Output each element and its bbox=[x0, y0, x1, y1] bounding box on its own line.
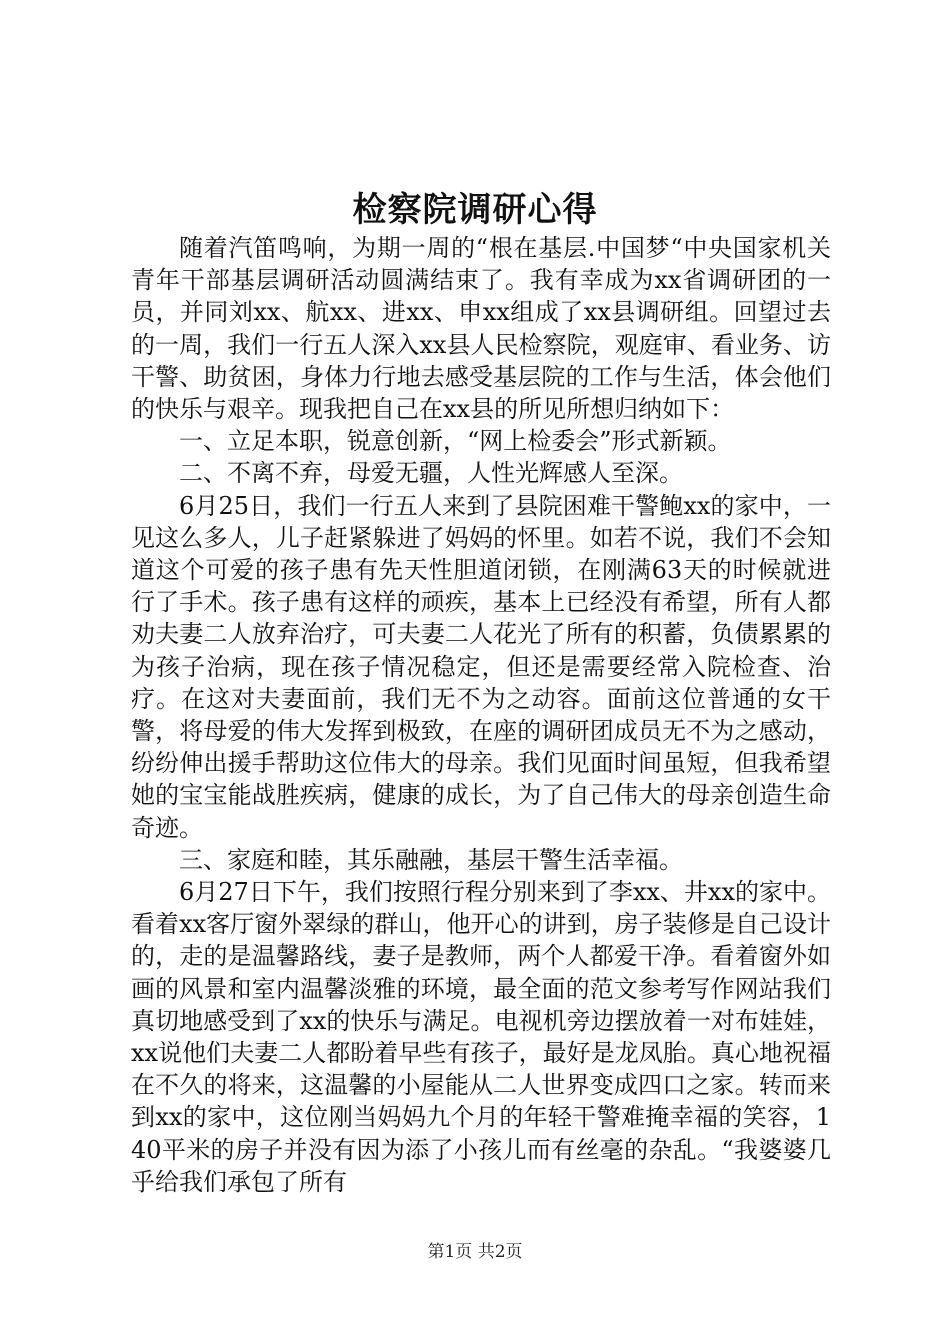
document-body bbox=[131, 232, 831, 1198]
paragraph-intro: 随着汽笛鸣响，为期一周的“根在基层.中国梦“中央国家机关青年干部基层调研活动圆满结束了。我有幸成为xx省调研团的一员，并同刘xx、航xx、进xx、申xx组成了xx县调研组。回望过去的一周，我们一行五人深入xx县人民检察院，观庭审、看业务、访干警、助贫困，身体力行地去感受基层院的工作与生活，体会他们的快乐与艰辛。现我把自己在xx县的所见所想归纳如下： bbox=[131, 234, 831, 424]
section-heading-1: 一、立足本职，锐意创新，“网上检委会”形式新颖。 bbox=[179, 427, 732, 456]
document-title: 检察院调研心得 bbox=[352, 190, 598, 230]
section-heading-3: 三、家庭和睦，其乐融融，基层干警生活幸福。 bbox=[179, 845, 683, 874]
paragraph-june-25: 6月25日，我们一行五人来到了县院困难干警鲍xx的家中，一见这么多人，儿子赶紧躲进了妈妈的怀里。如若不说，我们不会知道这个可爱的孩子患有先天性胆道闭锁，在刚满63天的时候就进行了手术。孩子患有这样的顽疾，基本上已经没有希望，所有人都劝夫妻二人放弃治疗，可夫妻二人花光了所有的积蓄，负债累累的为孩子治病，现在孩子情况稳定，但还是需要经常入院检查、治疗。在这对夫妻面前，我们无不为之动容。面前这位普通的女干警，将母爱的伟大发挥到极致，在座的调研团成员无不为之感动，纷纷伸出援手帮助这位伟大的母亲。我们见面时间虽短，但我希望她的宝宝能战胜疾病，健康的成长，为了自己伟大的母亲创造生命奇迹。 bbox=[131, 491, 831, 842]
section-heading-2: 二、不离不弃，母爱无疆，人性光辉感人至深。 bbox=[179, 459, 683, 488]
page-number-footer: 第1页 共2页 bbox=[427, 1242, 523, 1262]
paragraph-june-27: 6月27日下午，我们按照行程分别来到了李xx、井xx的家中。看着xx客厅窗外翠绿的群山，他开心的讲到，房子装修是自己设计的，走的是温馨路线，妻子是教师，两个人都爱干净。看着窗外如画的风景和室内温馨淡雅的环境，最全面的范文参考写作网站我们真切地感受到了xx的快乐与满足。电视机旁边摆放着一对布娃娃，xx说他们夫妻二人都盼着早些有孩子，最好是龙凤胎。真心地祝福在不久的将来，这温馨的小屋能从二人世界变成四口之家。转而来到xx的家中，这位刚当妈妈九个月的年轻干警难掩幸福的笑容，140平米的房子并没有因为添了小孩儿而有丝毫的杂乱。“我婆婆几乎给我们承包了所有 bbox=[131, 878, 831, 1196]
